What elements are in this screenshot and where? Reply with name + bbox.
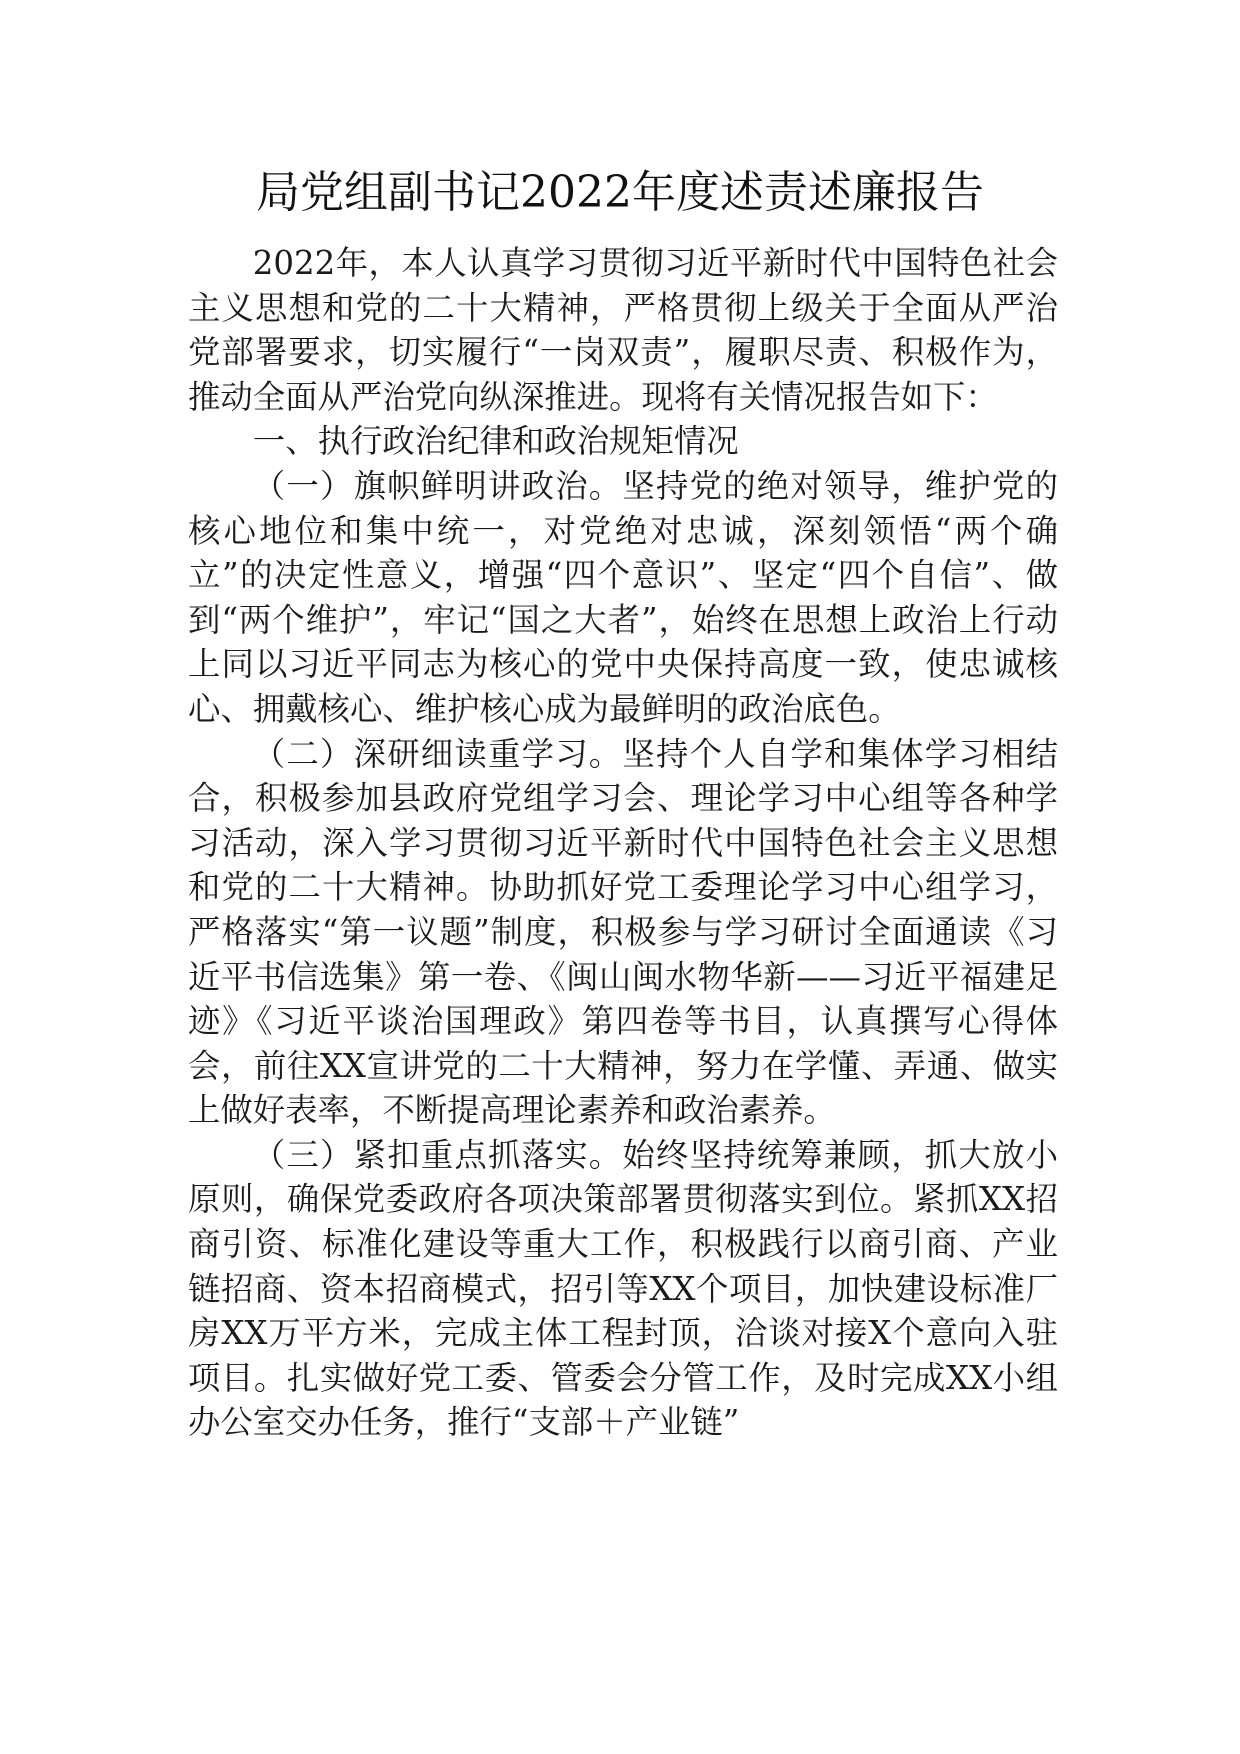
document-body — [188, 241, 1058, 1445]
paragraph-implementation: （三）紧扣重点抓落实。始终坚持统筹兼顾，抓大放小原则，确保党委政府各项决策部署贯彻落实到位。紧抓XX招商引资、标准化建设等重大工作，积极践行以商引商、产业链招商、资本招商模式，招引等XX个项目，加快建设标准厂房XX万平方米，完成主体工程封顶，洽谈对接X个意向入驻项目。扎实做好党工委、管委会分管工作，及时完成XX小组办公室交办任务，推行“支部＋产业链” — [188, 1135, 1058, 1442]
document-title: 局党组副书记2022年度述责述廉报告 — [256, 167, 984, 218]
paragraph-politics: （一）旗帜鲜明讲政治。坚持党的绝对领导，维护党的核心地位和集中统一，对党绝对忠诚，深刻领悟“两个确立”的决定性意义，增强“四个意识”、坚定“四个自信”、做到“两个维护”，牢记“国之大者”，始终在思想上政治上行动上同以习近平同志为核心的党中央保持高度一致，使忠诚核心、拥戴核心、维护核心成为最鲜明的政治底色。 — [188, 466, 1058, 728]
section-heading-1: 一、执行政治纪律和政治规矩情况 — [252, 422, 739, 461]
intro-paragraph: 2022年，本人认真学习贯彻习近平新时代中国特色社会主义思想和党的二十大精神，严格贯彻上级关于全面从严治党部署要求，切实履行“一岗双责”，履职尽责、积极作为，推动全面从严治党向纵深推进。现将有关情况报告如下： — [188, 244, 1058, 416]
paragraph-study: （二）深研细读重学习。坚持个人自学和集体学习相结合，积极参加县政府党组学习会、理论学习中心组等各种学习活动，深入学习贯彻习近平新时代中国特色社会主义思想和党的二十大精神。协助抓好党工委理论学习中心组学习，严格落实“第一议题”制度，积极参与学习研讨全面通读《习近平书信选集》第一卷、《闽山闽水物华新——习近平福建足迹》《习近平谈治国理政》第四卷等书目，认真撰写心得体会，前往XX宣讲党的二十大精神，努力在学懂、弄通、做实上做好表率，不断提高理论素养和政治素养。 — [188, 734, 1058, 1130]
